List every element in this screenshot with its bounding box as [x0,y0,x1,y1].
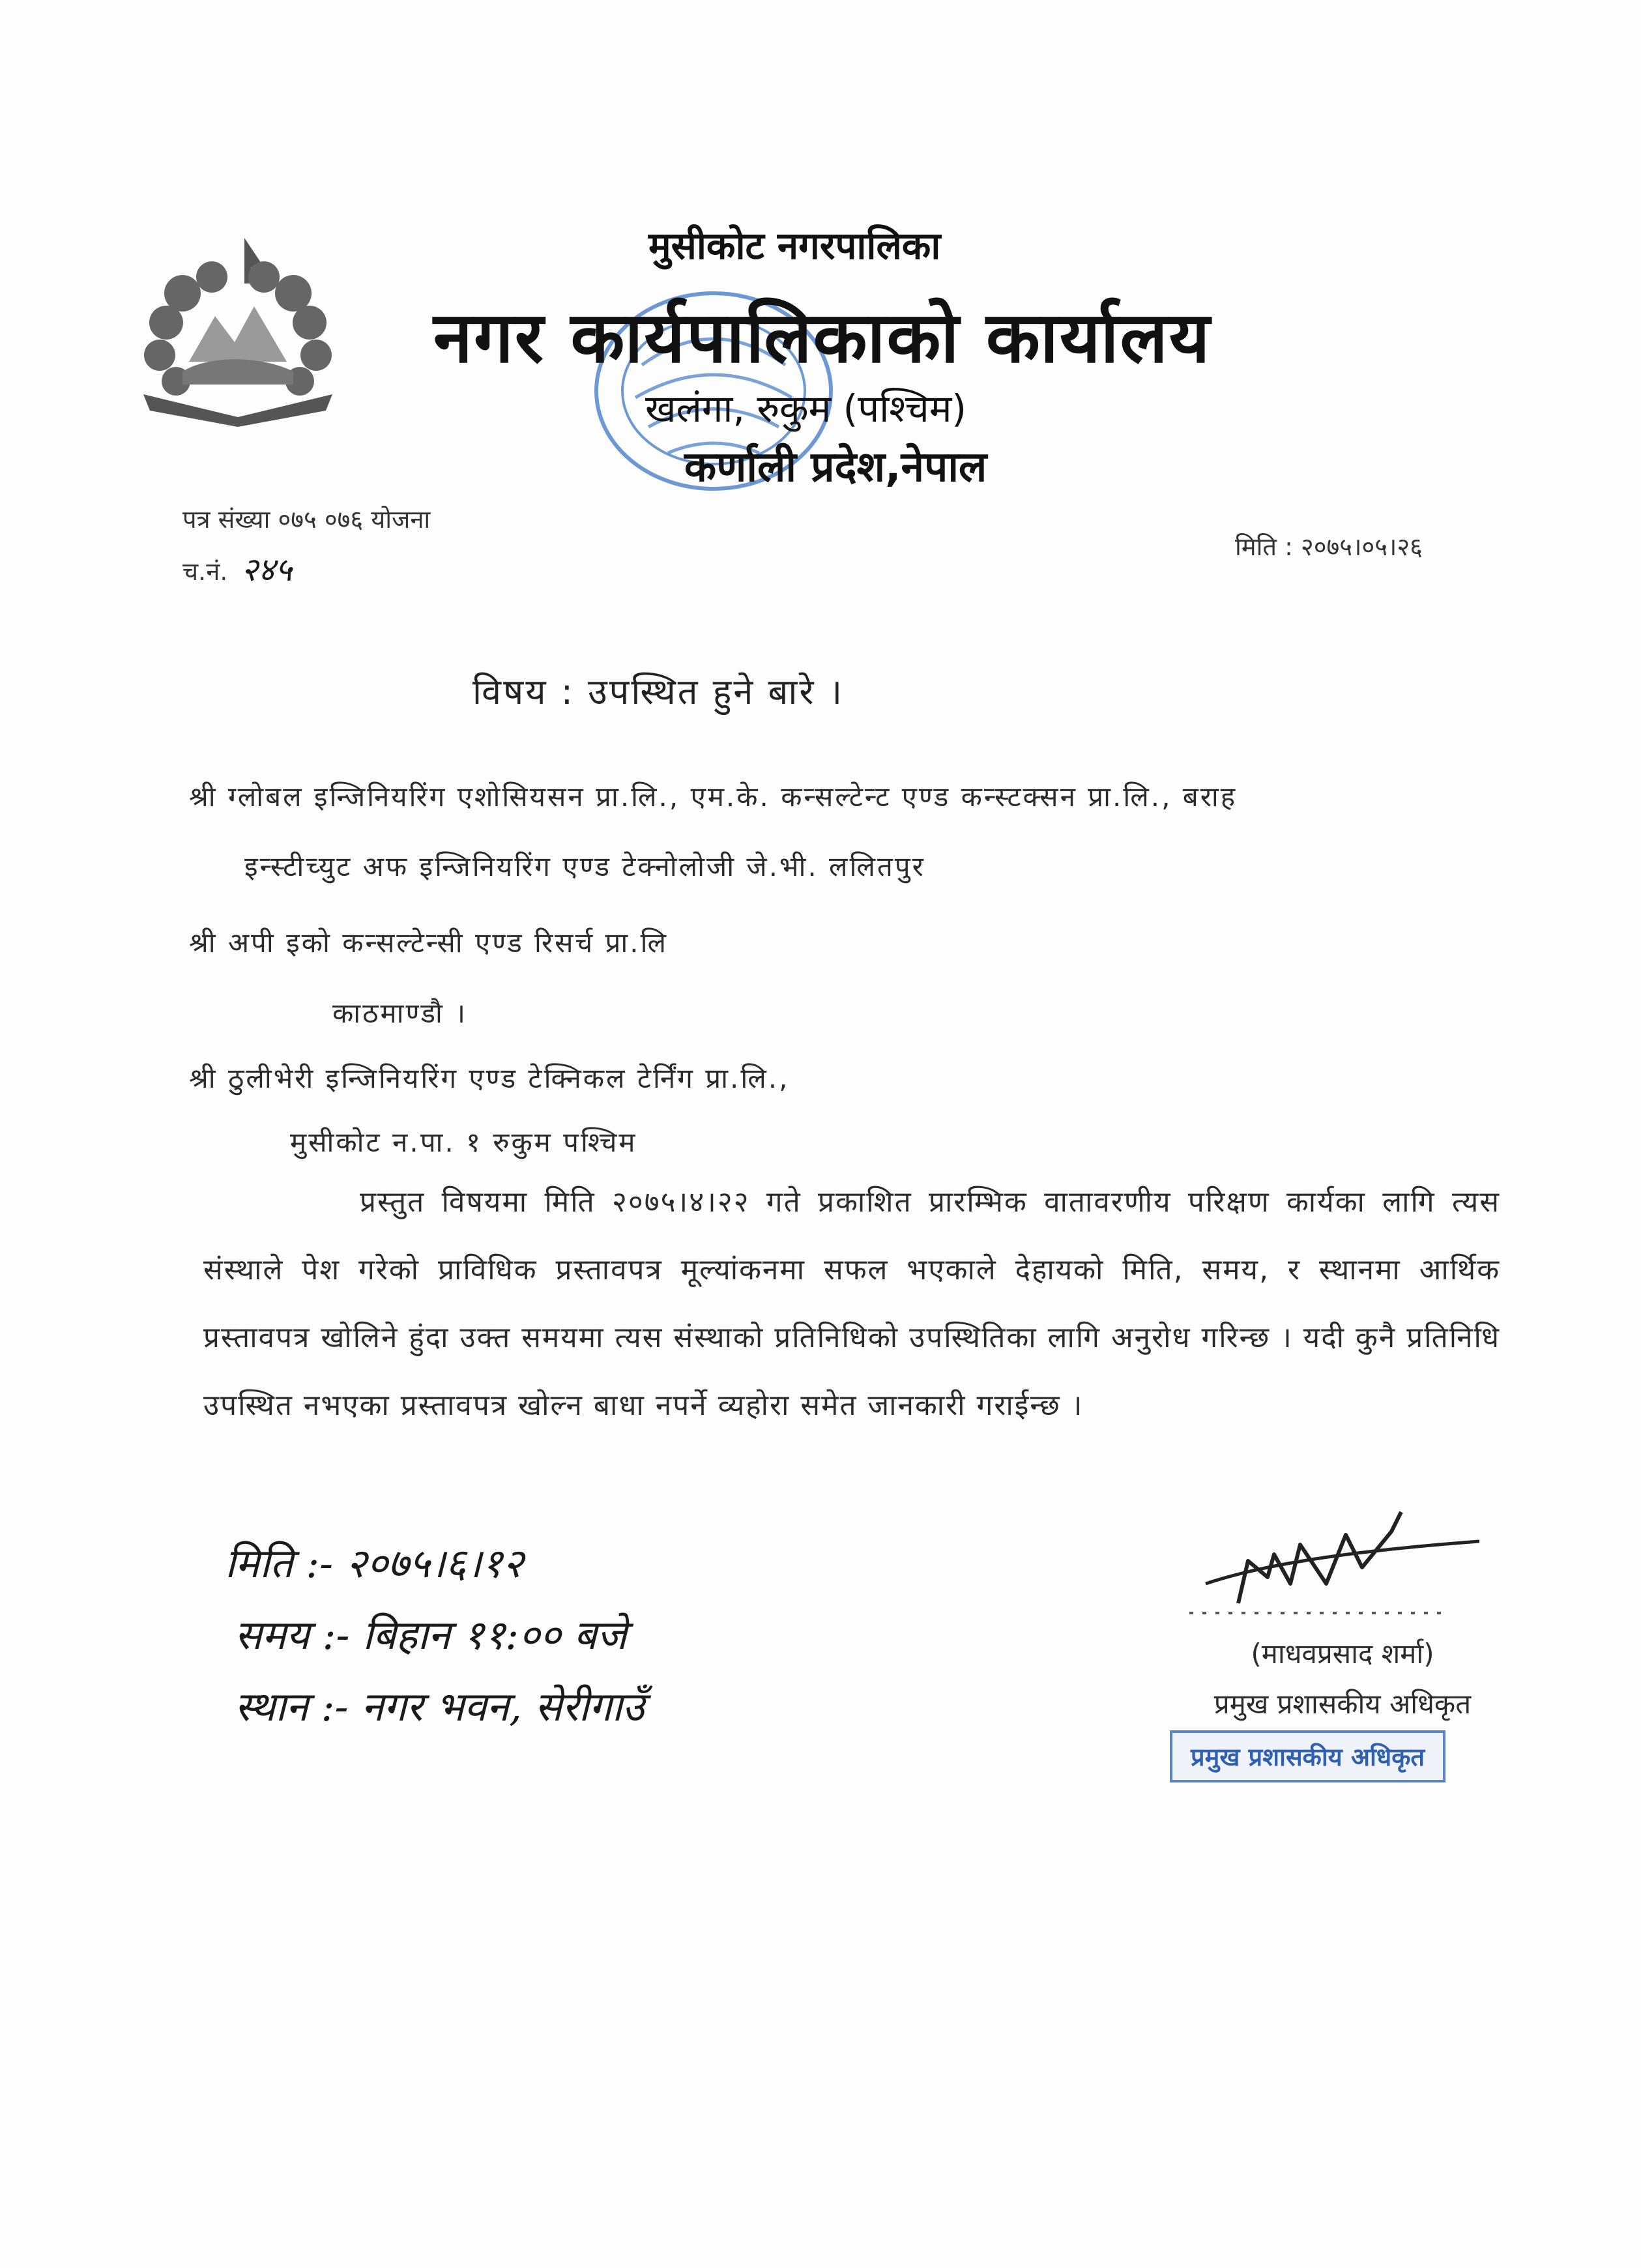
dispatch-number: २४५ [241,551,292,589]
office-title: नगर कार्यपालिकाको कार्यालय [433,297,1212,379]
handwritten-time: समय :- बिहान ११:०० बजे [235,1611,627,1659]
recipient-line: श्री ठुलीभेरी इन्जिनियरिंग एण्ड टेक्निकल टेर्निंग प्रा.लि., [189,1062,790,1094]
dispatch-label: च.नं. [182,557,228,586]
subject: विषय : उपस्थित हुने बारे । [472,671,845,712]
signature-scribble [1186,1505,1486,1616]
handwritten-place: स्थान :- नगर भवन, सेरीगाउँ [235,1683,645,1730]
signatory-name: (माधवप्रसाद शर्मा) [1251,1638,1434,1670]
recipient-line: श्री ग्लोबल इन्जिनियरिंग एशोसियसन प्रा.लि., एम.के. कन्सल्टेन्ट एण्ड कन्स्टक्सन प्रा.लि., बराह [189,781,1238,813]
office-province: कर्णाली प्रदेश,नेपाल [684,443,987,491]
recipient-line: श्री अपी इको कन्सल्टेन्सी एण्ड रिसर्च प्रा.लि [189,927,668,959]
designation-stamp: प्रमुख प्रशासकीय अधिकृत [1170,1730,1445,1782]
recipient-line: काठमाण्डौ । [332,997,468,1029]
body-paragraph [203,1169,1500,1440]
letter-date: मिति : २०७५।०५।२६ [1235,532,1423,561]
letter-number: पत्र संख्या ०७५ ०७६ योजना [182,505,431,534]
nepal-emblem [130,231,345,427]
recipient-line: इन्स्टीच्युट अफ इन्जिनियरिंग एण्ड टेक्नोलोजी जे.भी. ललितपुर [244,850,925,882]
recipient-line: मुसीकोट न.पा. १ रुकुम पश्चिम [290,1126,637,1158]
signatory-block [1160,1635,1525,1722]
signatory-title: प्रमुख प्रशासकीय अधिकृत [1213,1688,1472,1720]
municipality-name: मुसीकोट नगरपालिका [648,224,941,268]
body-text: प्रस्तुत विषयमा मिति २०७५।४।२२ गते प्रकाशित प्रारम्भिक वातावरणीय परिक्षण कार्यका लागि त्यस संस्थाले पेश गरेको प्राविधिक प्रस्तावपत्र मूल्यांकनमा सफल भएकाले देहायको मिति, समय, र स्थानमा आर्थिक प्रस्तावपत्र खोलिने हुंदा उक्त समयमा त्यस संस्थाको प्रतिनिधिको उपस्थितिका लागि अनुरोध गरिन्छ । यदी कुनै प्रतिनिधि उपस्थित नभएका प्रस्तावपत्र खोल्न बाधा नपर्ने व्यहोरा समेत जानकारी गराईन्छ । [203,1185,1501,1422]
handwritten-date: मिति :- २०७५।६।१२ [225,1539,524,1587]
office-location: खलंगा, रुकुम (पश्चिम) [645,386,967,431]
